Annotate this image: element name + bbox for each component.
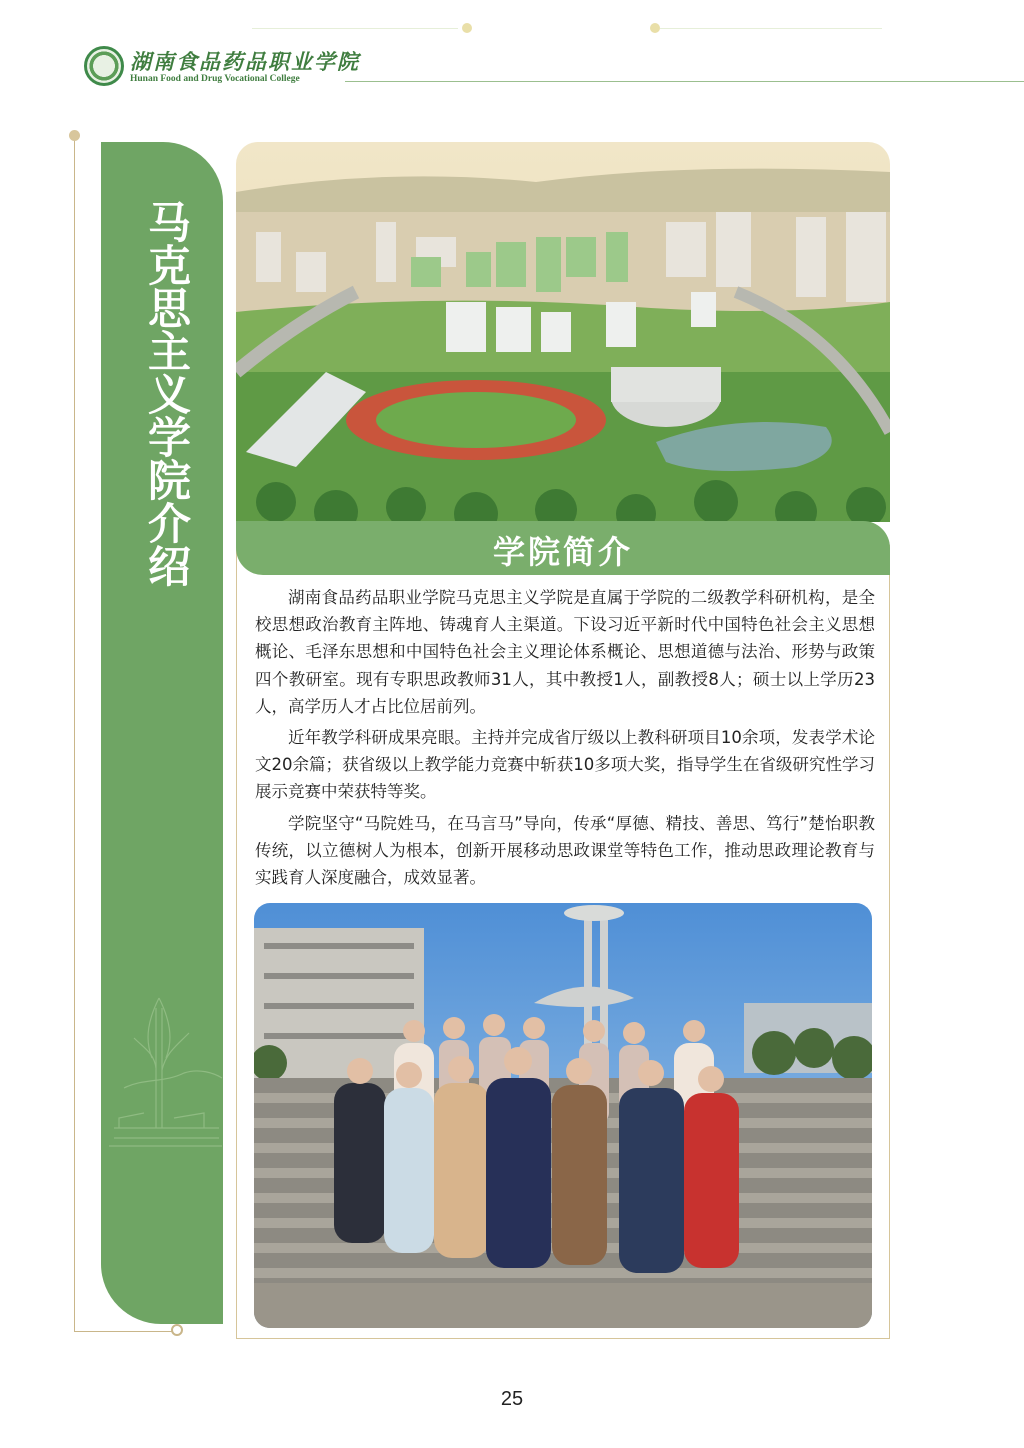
campus-aerial-photo xyxy=(236,142,890,522)
page-number: 25 xyxy=(500,1388,524,1410)
section-banner xyxy=(236,521,890,575)
header-divider xyxy=(345,81,1024,82)
section-title: 学院简介 xyxy=(492,533,633,571)
bottom-frame-line xyxy=(74,1331,174,1332)
intro-text xyxy=(255,584,875,895)
side-title: 马克思主义学院介绍 xyxy=(141,200,191,587)
college-logo-icon xyxy=(84,46,124,86)
banner-line-left xyxy=(252,28,458,29)
college-name-cn: 湖南食品药品职业学院 xyxy=(130,49,360,74)
paragraph: 湖南食品药品职业学院马克思主义学院是直属于学院的二级教学科研机构，是全校思想政治教育主阵地、铸魂育人主渠道。下设习近平新时代中国特色社会主义思想概论、毛泽东思想和中国特色社会主义理论体系概论、思想道德与法治、形势与政策四个教研室。现有专职思政教师31人，其中教授1人，副教授8人；硕士以上学历23人，高学历人才占比位居前列。 xyxy=(255,588,875,716)
sculpture-line-art-icon xyxy=(104,978,224,1168)
left-frame-line xyxy=(74,136,75,1332)
paragraph: 近年教学科研成果亮眼。主持并完成省厅级以上教科研项目10余项，发表学术论文20余篇；获省级以上教学能力竞赛中斩获10多项大奖，指导学生在省级研究性学习展示竞赛中荣获特等奖。 xyxy=(255,728,875,802)
frame-dot-bottom xyxy=(171,1324,183,1336)
college-name-en: Hunan Food and Drug Vocational College xyxy=(130,74,300,84)
banner-line-right xyxy=(660,28,882,29)
banner-dot-right xyxy=(650,23,660,33)
paragraph: 学院坚守“马院姓马，在马言马”导向，传承“厚德、精技、善思、笃行”楚怡职教传统，以立德树人为根本，创新开展移动思政课堂等特色工作，推动思政理论教育与实践育人深度融合，成效显著。 xyxy=(255,813,875,888)
faculty-group-photo xyxy=(254,903,872,1328)
frame-dot-top xyxy=(69,130,80,141)
banner-dot-left xyxy=(462,23,472,33)
